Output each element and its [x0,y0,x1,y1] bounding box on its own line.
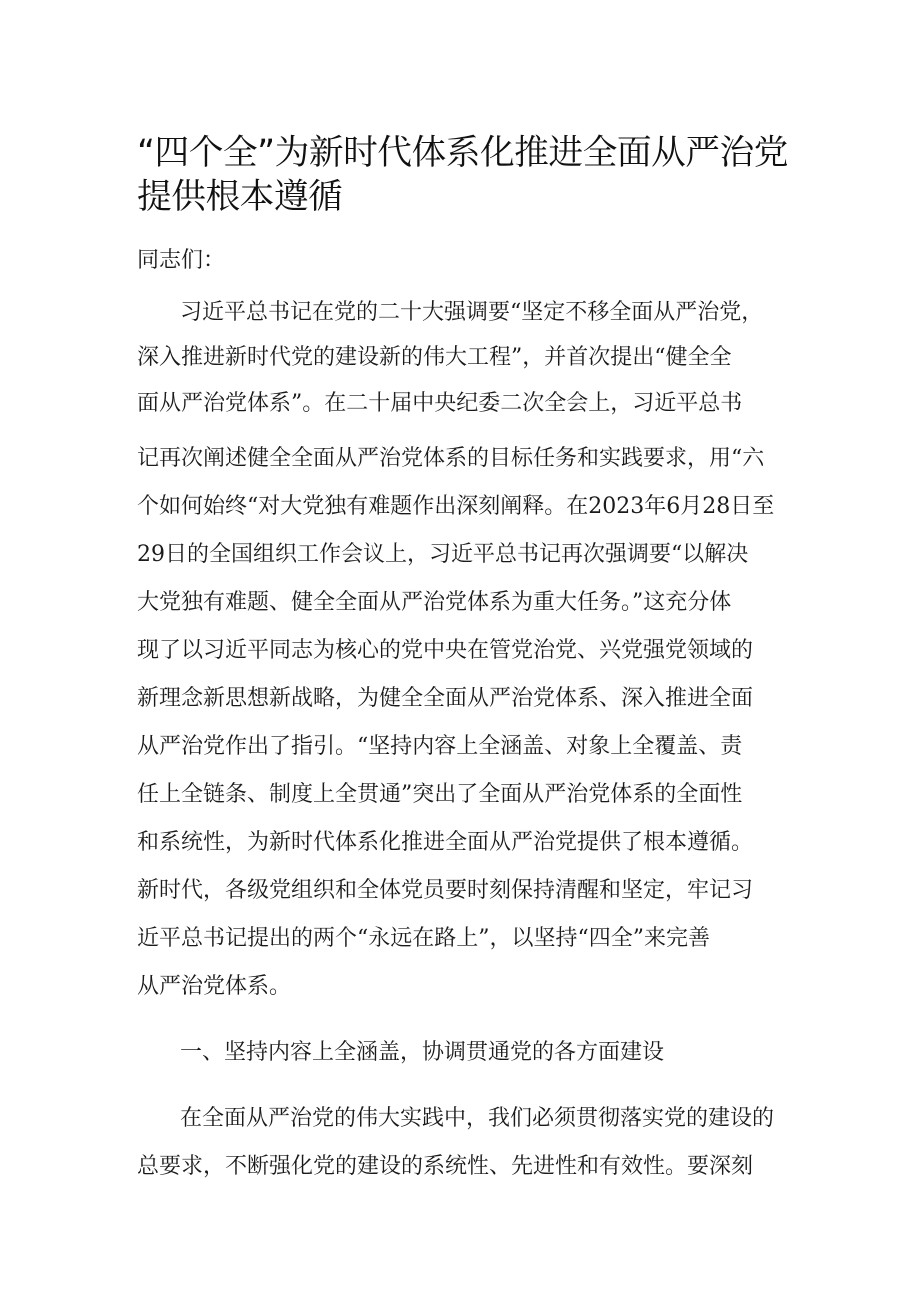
paragraph-line: 和系统性，为新时代体系化推进全面从严治党提供了根本遵循。 [137,830,754,855]
salutation: 同志们： [137,248,226,273]
paragraph-line: 新理念新思想新战略，为健全全面从严治党体系、深入推进全面 [137,686,754,711]
paragraph-line: 29日的全国组织工作会议上，习近平总书记再次强调要“以解决 [137,542,749,567]
paragraph-line: 记再次阐述健全全面从严治党体系的目标任务和实践要求，用“六 [137,446,765,471]
paragraph-line: 从严治党体系。 [137,974,292,999]
paragraph-line: 习近平总书记在党的二十大强调要“坚定不移全面从严治党， [180,300,764,325]
paragraph-line: 新时代，各级党组织和全体党员要时刻保持清醒和坚定，牢记习 [137,878,754,903]
paragraph-line: 在全面从严治党的伟大实践中，我们必须贯彻落实党的建设的 [180,1106,775,1131]
title-line-2: 提供根本遵循 [137,177,343,217]
title-line-1: “四个全”为新时代体系化推进全面从严治党 [137,133,788,173]
paragraph-line: 个如何始终“对大党独有难题作出深刻阐释。在2023年6月28日至 [137,494,775,519]
paragraph-line: 任上全链条、制度上全贯通”突出了全面从严治党体系的全面性 [137,782,743,807]
paragraph-line: 总要求，不断强化党的建设的系统性、先进性和有效性。要深刻 [137,1154,754,1179]
document-title [137,131,797,219]
paragraph-line: 深入推进新时代党的建设新的伟大工程”，并首次提出“健全全 [137,345,732,370]
section-heading-1: 一、坚持内容上全涵盖，协调贯通党的各方面建设 [180,1040,665,1065]
paragraph-line: 面从严治党体系”。在二十届中央纪委二次全会上，习近平总书 [137,391,743,416]
paragraph-line: 现了以习近平同志为核心的党中央在管党治党、兴党强党领域的 [137,638,754,663]
paragraph-line: 大党独有难题、健全全面从严治党体系为重大任务。”这充分体 [137,590,732,615]
paragraph-line: 近平总书记提出的两个“永远在路上”，以坚持“四全”来完善 [137,926,710,951]
paragraph-line: 从严治党作出了指引。“坚持内容上全涵盖、对象上全覆盖、责 [137,734,743,759]
